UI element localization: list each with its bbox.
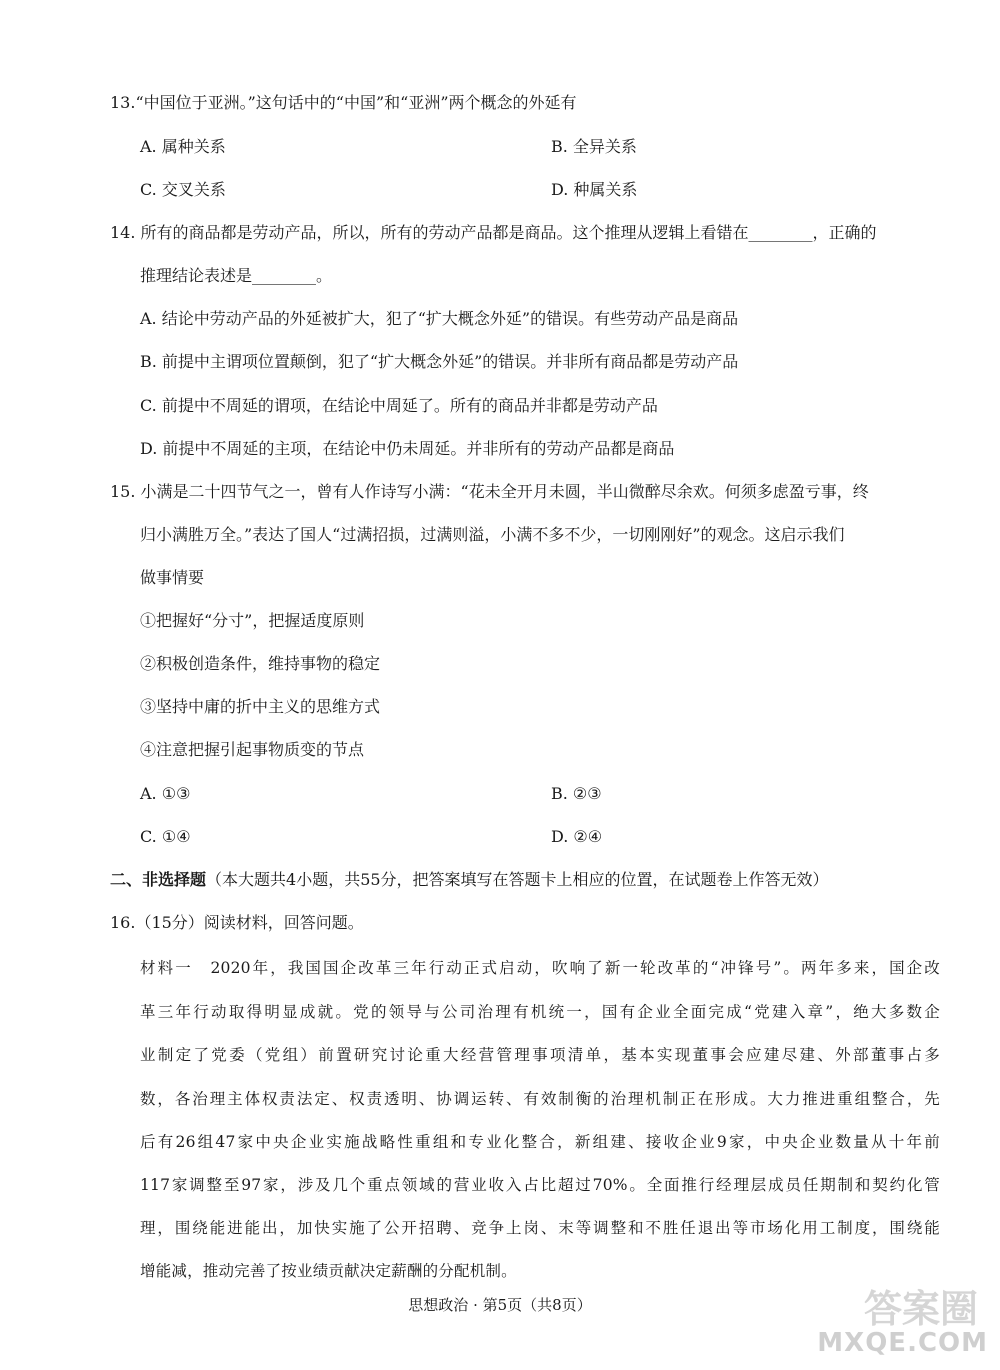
q13-option-b: B. 全异关系 xyxy=(551,137,637,156)
material-line: 增能减，推动完善了按业绩贡献决定薪酬的分配机制。 xyxy=(140,1262,517,1280)
watermark-site: MXQE.COM xyxy=(817,1328,988,1358)
q15-stem-line1: 15. 小满是二十四节气之一，曾有人作诗写小满：“花未全开月未圆，半山微醉尽余欢。何须多虑盈亏事，终 xyxy=(110,482,869,501)
material-line: 117家调整至97家，涉及几个重点领域的营业收入占比超过70%。全面推行经理层成员任期制和契约化管 xyxy=(140,1176,940,1194)
watermark-logo-text: 答案圈 xyxy=(863,1287,978,1331)
q14-option-c: C. 前提中不周延的谓项，在结论中周延了。所有的商品并非都是劳动产品 xyxy=(140,396,658,415)
section-note: （本大题共4小题，共55分，把答案填写在答题卡上相应的位置，在试题卷上作答无效） xyxy=(206,870,829,889)
q15-option-d: D. ②④ xyxy=(551,827,603,846)
material-line: 数，各治理主体权责法定、权责透明、协调运转、有效制衡的治理机制正在形成。大力推进重组整合，先 xyxy=(140,1090,940,1108)
material-line: 材料一 2020年，我国国企改革三年行动正式启动，吹响了新一轮改革的“冲锋号”。两年多来，国企改 xyxy=(140,959,940,977)
q16-stem: 16.（15分）阅读材料，回答问题。 xyxy=(110,913,364,932)
q15-option-a: A. ①③ xyxy=(140,784,191,803)
material-line: 后有26组47家中央企业实施战略性重组和专业化整合，新组建、接收企业9家，中央企业数量从十年前 xyxy=(140,1133,940,1151)
material-line: 革三年行动取得明显成就。党的领导与公司治理有机统一，国有企业全面完成“党建入章”，绝大多数企 xyxy=(140,1003,940,1021)
q15-stem-line3: 做事情要 xyxy=(140,568,205,587)
page-footer: 思想政治 · 第5页（共8页） xyxy=(408,1296,592,1314)
q15-item-4: ④注意把握引起事物质变的节点 xyxy=(140,740,365,759)
q15-item-1: ①把握好“分寸”，把握适度原则 xyxy=(140,611,365,630)
q14-option-b: B. 前提中主谓项位置颠倒，犯了“扩大概念外延”的错误。并非所有商品都是劳动产品 xyxy=(140,352,739,371)
q14-stem-line1: 14. 所有的商品都是劳动产品，所以，所有的劳动产品都是商品。这个推理从逻辑上看错在________，正确的 xyxy=(110,223,877,242)
material-line: 理，围绕能进能出，加快实施了公开招聘、竞争上岗、末等调整和不胜任退出等市场化用工制度，围绕能 xyxy=(140,1219,940,1237)
q13-option-c: C. 交叉关系 xyxy=(140,180,226,199)
q15-stem-line2: 归小满胜万全。”表达了国人“过满招损，过满则溢，小满不多不少，一切刚刚好”的观念。这启示我们 xyxy=(140,525,845,544)
q15-option-c: C. ①④ xyxy=(140,827,191,846)
section-title: 二、非选择题 xyxy=(110,870,207,889)
q14-option-a: A. 结论中劳动产品的外延被扩大，犯了“扩大概念外延”的错误。有些劳动产品是商品 xyxy=(140,309,739,328)
q15-option-b: B. ②③ xyxy=(551,784,602,803)
watermark-logo xyxy=(817,1278,988,1358)
q15-item-3: ③坚持中庸的折中主义的思维方式 xyxy=(140,697,381,716)
section-heading xyxy=(110,870,829,890)
q13-stem: 13.“中国位于亚洲。”这句话中的“中国”和“亚洲”两个概念的外延有 xyxy=(110,93,577,112)
q13-option-d: D. 种属关系 xyxy=(551,180,638,199)
q14-option-d: D. 前提中不周延的主项，在结论中仍未周延。并非所有的劳动产品都是商品 xyxy=(140,439,675,458)
q14-stem-line2: 推理结论表述是________。 xyxy=(140,266,333,285)
q13-option-a: A. 属种关系 xyxy=(140,137,226,156)
q15-item-2: ②积极创造条件，维持事物的稳定 xyxy=(140,654,381,673)
material-line: 业制定了党委（党组）前置研究讨论重大经营管理事项清单，基本实现董事会应建尽建、外部董事占多 xyxy=(140,1046,940,1064)
